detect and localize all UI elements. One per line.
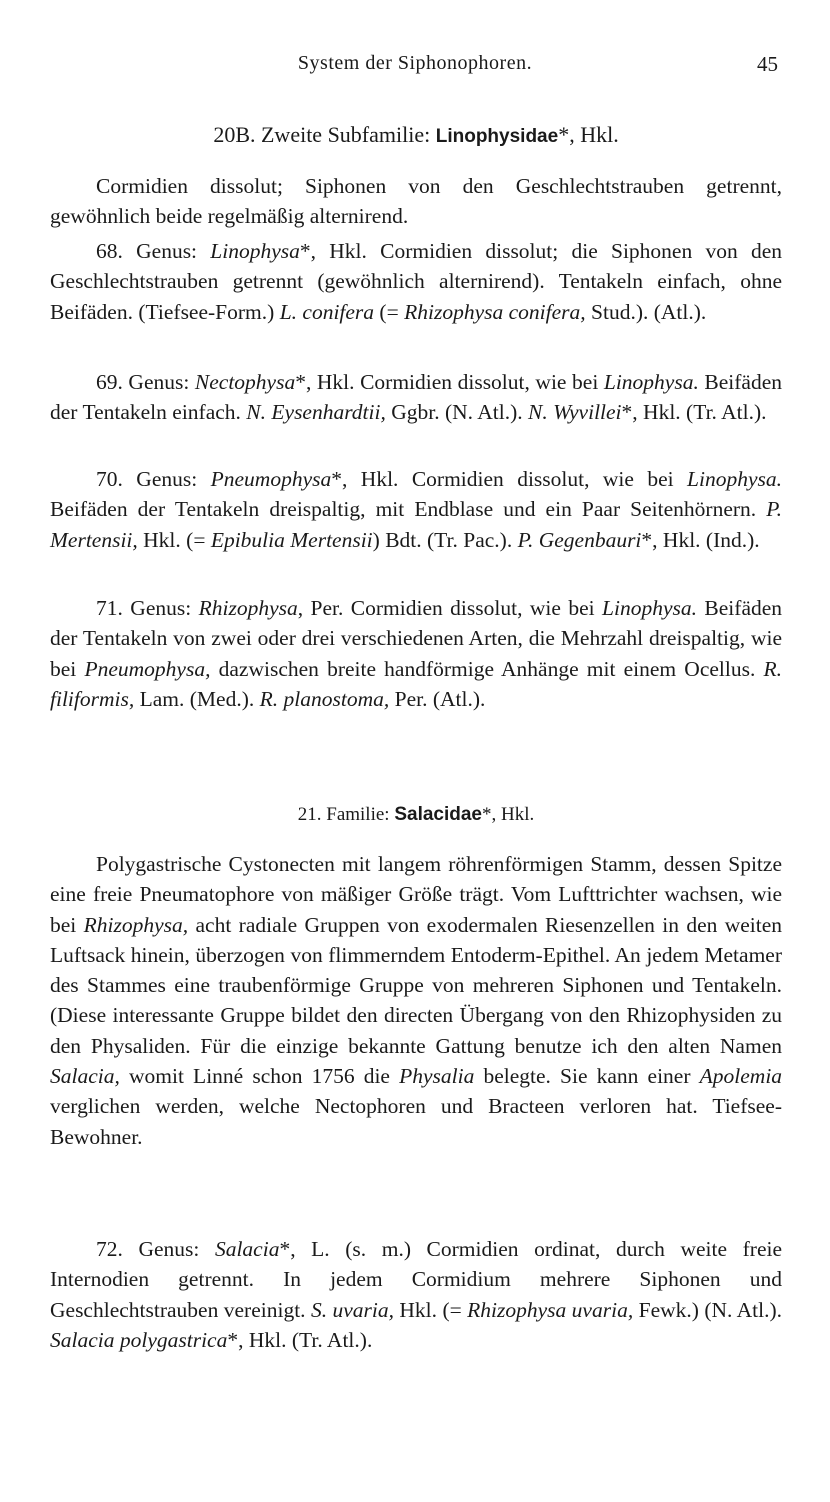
genus-71-name: Rhizophysa	[198, 596, 298, 620]
genus-69-text3: Ggbr. (N. Atl.).	[391, 400, 523, 425]
genus-68-name: Linophysa	[210, 239, 300, 263]
family-desc-ref4: Apolemia	[699, 1064, 783, 1089]
genus-71-species2: R. planostoma,	[259, 686, 390, 711]
genus-72-name: Salacia	[214, 1237, 280, 1261]
genus-72-synonym: Rhizophysa uvaria,	[467, 1297, 634, 1322]
genus-70-intro: 70. Genus:	[96, 467, 198, 491]
genus-68-synonym: Rhizophysa conifera,	[404, 299, 586, 324]
genus-72-text1: *, L. (s. m.) Cormidien ordinat, durch weite freie Internodien getrennt. In jedem Cormidium mehrere Siphonen und Geschlechtstrauben vereinigt.	[50, 1237, 782, 1322]
subfamily-name: Linophysidae	[435, 126, 559, 147]
family-prefix: 21. Familie:	[297, 804, 390, 825]
genus-71-text2: Beifäden der Tentakeln von zwei oder drei verschiedenen Arten, die Mehrzahl dreispaltig, wie bei	[50, 596, 783, 681]
family-desc-text1: Polygastrische Cystonecten mit langem röhrenförmigen Stamm, dessen Spitze eine freie Pneumatophore von mäßiger Größe trägt. Vom Lufttrichter wachsen, wie bei	[50, 852, 782, 937]
genus-71-species1: R. filiformis,	[50, 656, 783, 711]
genus-69-species1: N. Eysenhardtii,	[246, 400, 386, 425]
genus-70-text5: *, Hkl. (Ind.).	[641, 527, 760, 552]
genus-70-synonym: Epibulia Mertensii	[210, 527, 373, 552]
genus-68-text2: (=	[379, 299, 399, 324]
genus-69-name: Nectophysa	[194, 370, 296, 394]
genus-69-text1: *, Hkl. Cormidien dissolut, wie bei	[295, 370, 599, 394]
genus-71-ref2: Pneumophysa,	[84, 656, 211, 681]
genus-68-species1: L. conifera	[279, 299, 375, 324]
genus-69-intro: 69. Genus:	[96, 370, 190, 394]
genus-70-name: Pneumophysa	[210, 467, 332, 491]
subfamily-description: Cormidien dissolut; Siphonen von den Geschlechtstrauben getrennt, gewöhnlich beide regelmäßig alternirend.	[50, 174, 782, 229]
genus-72-species1: S. uvaria,	[310, 1297, 394, 1322]
family-desc-text5: verglichen werden, welche Nectophoren und Bracteen verloren hat. Tiefsee-Bewohner.	[50, 1094, 782, 1149]
family-desc-ref3: Physalia	[399, 1064, 475, 1089]
genus-70-text2: Beifäden der Tentakeln dreispaltig, mit Endblase und ein Paar Seitenhörnern.	[50, 497, 757, 522]
genus-72-text3: Fewk.) (N. Atl.).	[638, 1297, 782, 1322]
genus-70-text3: Hkl. (=	[143, 527, 206, 552]
genus-72-intro: 72. Genus:	[96, 1237, 200, 1261]
page-number: 45	[757, 52, 778, 76]
genus-68-text1: *, Hkl. Cormidien dissolut; die Siphonen von den Geschlechtstrauben getrennt (gewöhnlich alternirend). Tentakeln einfach, ohne Beifäden. (Tiefsee-Form.)	[50, 239, 783, 324]
family-heading	[50, 804, 782, 826]
genus-69-ref: Linophysa.	[603, 370, 699, 394]
genus-71-text1: , Per. Cormidien dissolut, wie bei	[297, 596, 595, 620]
family-desc-text3: womit Linné schon 1756 die	[129, 1064, 390, 1089]
genus-71-ref1: Linophysa.	[602, 596, 697, 620]
genus-68-intro: 68. Genus:	[96, 239, 198, 263]
running-header	[0, 52, 830, 82]
genus-70-text1: *, Hkl. Cormidien dissolut, wie bei	[331, 467, 674, 491]
genus-71-text4: Lam. (Med.).	[139, 686, 255, 711]
genus-69-species2: N. Wyvillei	[527, 400, 622, 425]
running-title: System der Siphonophoren.	[297, 52, 533, 74]
family-description	[50, 849, 782, 1152]
family-desc-ref2: Salacia,	[50, 1064, 120, 1089]
genus-69-entry	[50, 367, 782, 428]
subfamily-suffix: *, Hkl.	[558, 122, 619, 147]
genus-71-text5: Per. (Atl.).	[394, 686, 486, 711]
subfamily-heading	[50, 122, 782, 148]
genus-70-species2: P. Gegenbauri	[517, 527, 642, 552]
family-desc-text4: belegte. Sie kann einer	[483, 1064, 691, 1089]
genus-68-entry	[50, 236, 782, 327]
family-suffix: *, Hkl.	[482, 804, 535, 825]
genus-72-text2: Hkl. (=	[399, 1297, 462, 1322]
genus-72-entry	[50, 1234, 782, 1355]
genus-70-entry	[50, 464, 782, 555]
genus-72-species2: Salacia polygastrica	[50, 1327, 228, 1352]
family-desc-ref1: Rhizophysa,	[83, 912, 189, 937]
genus-69-text2: Beifäden der Tentakeln einfach.	[50, 370, 783, 425]
genus-70-text4: ) Bdt. (Tr. Pac.).	[372, 527, 513, 552]
genus-71-intro: 71. Genus:	[96, 596, 192, 620]
genus-70-species1: P. Mertensii,	[50, 497, 783, 552]
subfamily-prefix: 20B. Zweite Subfamilie:	[213, 122, 431, 147]
genus-72-text4: *, Hkl. (Tr. Atl.).	[227, 1327, 373, 1352]
genus-71-entry	[50, 593, 782, 714]
family-desc-text2: acht radiale Gruppen von exodermalen Riesenzellen in den weiten Luftsack hinein, überzogen von flimmerndem Entoderm-Epithel. An jedem Metamer des Stammes eine traubenförmige Gruppe von mehreren Siphonen und Tentakeln. (Diese interessante Gruppe bildet den directen Übergang von den Rhizophysiden zu den Physaliden. Für die einzige bekannte Gattung benutze ich den alten Namen	[50, 912, 783, 1058]
genus-70-ref: Linophysa.	[687, 467, 783, 491]
family-name: Salacidae	[394, 804, 482, 825]
genus-69-text4: *, Hkl. (Tr. Atl.).	[621, 400, 767, 425]
genus-68-text3: Stud.). (Atl.).	[591, 299, 707, 324]
genus-71-text3: dazwischen breite handförmige Anhänge mit einem Ocellus.	[218, 656, 756, 681]
